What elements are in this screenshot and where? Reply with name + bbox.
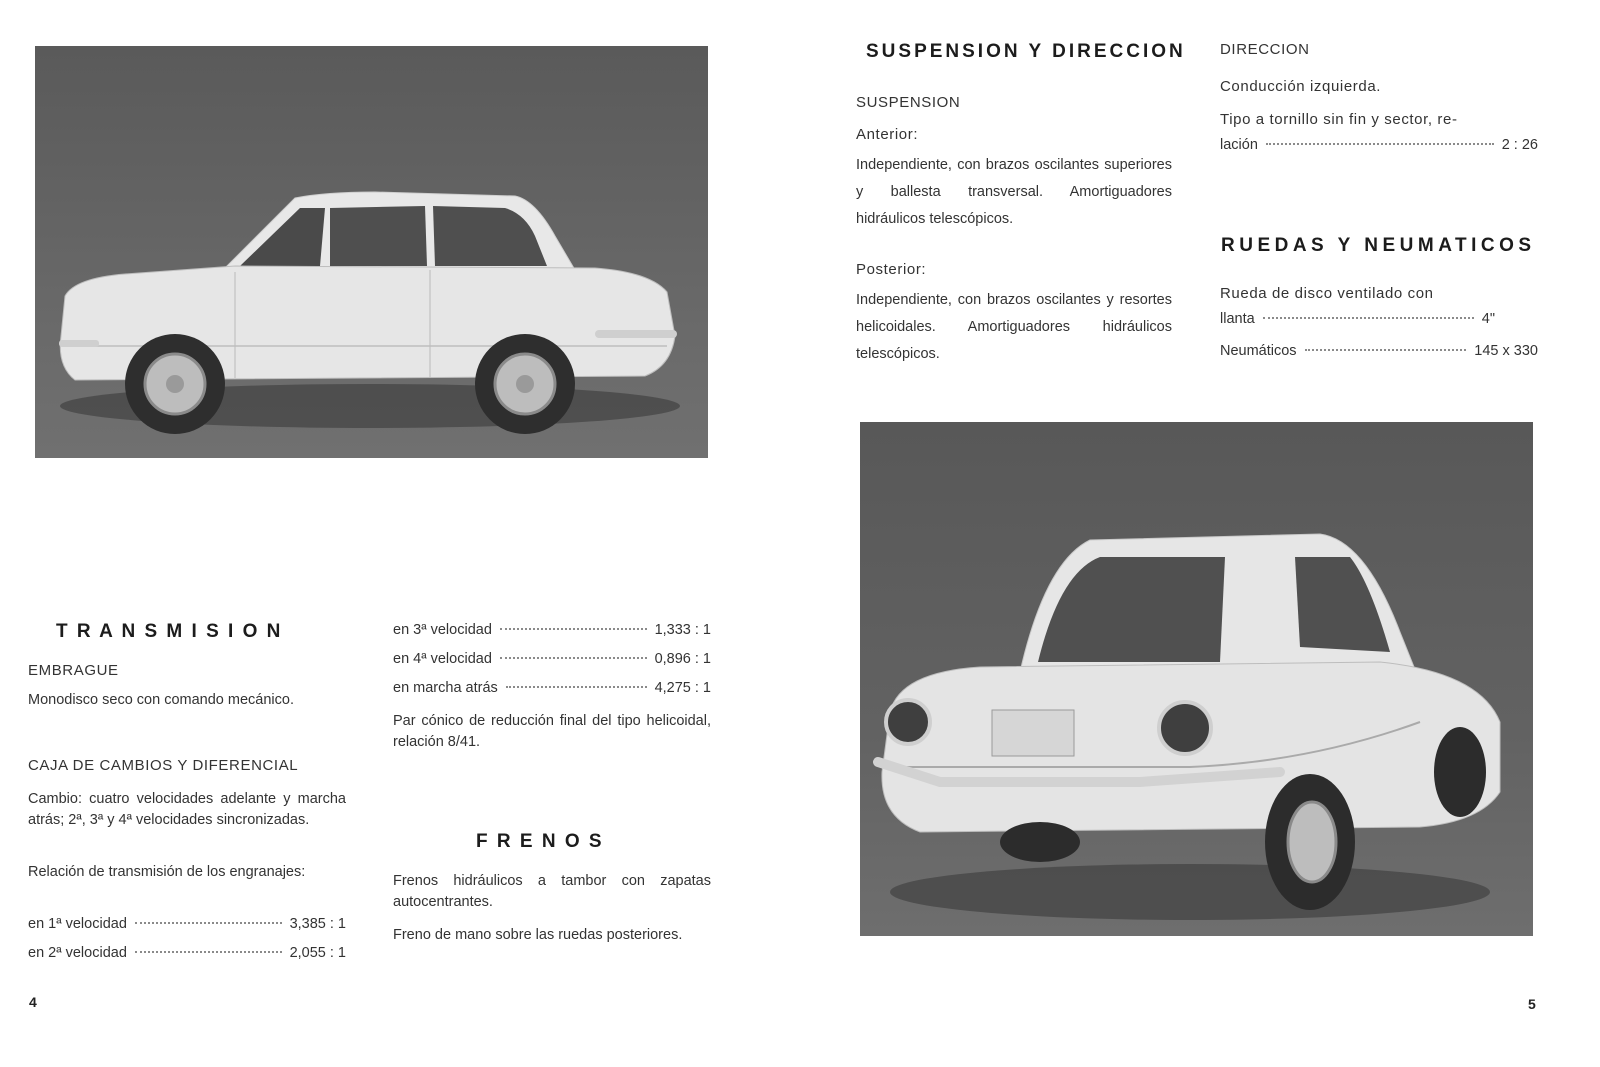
embrague-text: Monodisco seco con comando mecánico. [28, 692, 294, 708]
ratio-value: 3,385 : 1 [289, 916, 346, 932]
tipo-direccion-text: Tipo a tornillo sin fin y sector, re- [1220, 111, 1458, 128]
neumaticos-row [1220, 343, 1538, 359]
neumaticos-label: Neumáticos [1220, 343, 1297, 359]
leader-dots [1263, 317, 1474, 319]
ratio-label: en 4ª velocidad [393, 651, 492, 667]
posterior-text: Independiente, con brazos oscilantes y resortes helicoidales. Amortiguadores hidráulicos telescópicos. [856, 292, 1172, 362]
ruedas-neumaticos-heading: RUEDAS Y NEUMATICOS [1221, 235, 1536, 256]
car-rear-view-photo [860, 422, 1533, 936]
caja-cambios-label: CAJA DE CAMBIOS Y DIFERENCIAL [28, 757, 299, 774]
llanta-value: 4" [1481, 311, 1495, 327]
neumaticos-value: 145 x 330 [1474, 343, 1538, 359]
embrague-label: EMBRAGUE [28, 662, 119, 679]
posterior-label: Posterior: [856, 261, 927, 278]
suspension-label: SUSPENSION [856, 94, 961, 111]
ratio-row [28, 945, 346, 961]
leader-dots [135, 922, 282, 924]
suspension-direccion-heading: SUSPENSION Y DIRECCION [866, 41, 1186, 62]
rueda-text: Rueda de disco ventilado con [1220, 285, 1434, 302]
leader-dots [1266, 143, 1494, 145]
conduccion-text: Conducción izquierda. [1220, 78, 1382, 95]
leader-dots [506, 686, 647, 688]
ratio-label: en 3ª velocidad [393, 622, 492, 638]
ratio-value: 2,055 : 1 [289, 945, 346, 961]
car-side-view-photo [35, 46, 708, 458]
relacion-label: lación [1220, 137, 1258, 153]
direccion-label: DIRECCION [1220, 41, 1310, 58]
llanta-label: llanta [1220, 311, 1255, 327]
ratio-row [393, 680, 711, 696]
llanta-row [1220, 311, 1495, 327]
leader-dots [500, 657, 647, 659]
leader-dots [1305, 349, 1467, 351]
relacion-direccion-row [1220, 137, 1538, 153]
ratio-label: en 1ª velocidad [28, 916, 127, 932]
leader-dots [135, 951, 282, 953]
cambio-text: Cambio: cuatro velocidades adelante y marcha atrás; 2ª, 3ª y 4ª velocidades sincronizadas. [28, 791, 346, 828]
frenos-heading: F R E N O S [476, 831, 604, 852]
frenos-text: Frenos hidráulicos a tambor con zapatas autocentrantes. [393, 873, 711, 910]
page-number-left: 4 [29, 994, 37, 1010]
ratio-label: en marcha atrás [393, 680, 498, 696]
ratio-row [393, 622, 711, 638]
par-conico-text: Par cónico de reducción final del tipo helicoidal, relación 8/41. [393, 713, 711, 750]
ratio-row [28, 916, 346, 932]
transmision-heading: T R A N S M I S I O N [56, 621, 283, 642]
anterior-label: Anterior: [856, 126, 919, 143]
ratio-row [393, 651, 711, 667]
ratio-value: 4,275 : 1 [654, 680, 711, 696]
relacion-value: 2 : 26 [1501, 137, 1538, 153]
leader-dots [500, 628, 647, 630]
anterior-text: Independiente, con brazos oscilantes superiores y ballesta transversal. Amortiguadores hidráulicos telescópicos. [856, 157, 1172, 227]
freno-mano-text: Freno de mano sobre las ruedas posteriores. [393, 927, 683, 943]
page-number-right: 5 [1528, 996, 1536, 1012]
ratio-value: 1,333 : 1 [654, 622, 711, 638]
ratio-value: 0,896 : 1 [654, 651, 711, 667]
relacion-text: Relación de transmisión de los engranajes: [28, 864, 306, 880]
ratio-label: en 2ª velocidad [28, 945, 127, 961]
